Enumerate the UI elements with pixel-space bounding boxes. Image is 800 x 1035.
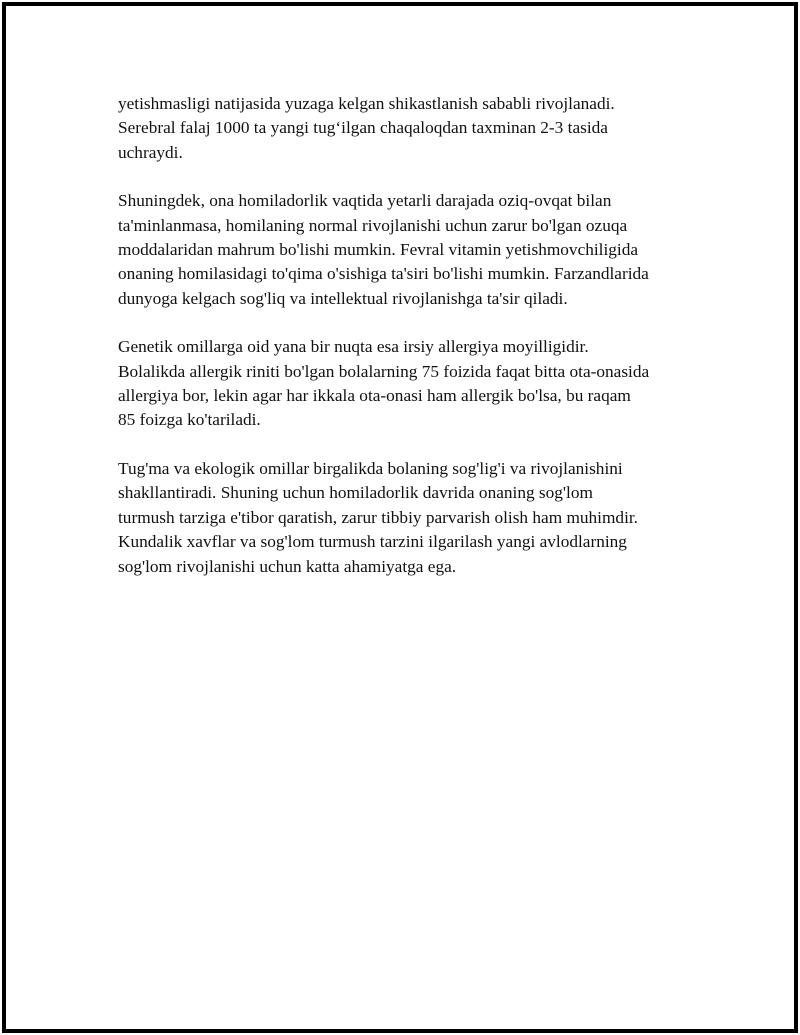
- paragraph-3: Genetik omillarga oid yana bir nuqta esa irsiy allergiya moyilligidir. Bolalikda allergik riniti bo'lgan bolalarning 75 foizida faqat bitta ota-onasida allergiya bor, lekin agar har ikkala ota-onasi ham allergik bo'lsa, bu raqam 85 foizga ko'tariladi.: [118, 337, 650, 430]
- paragraph-2: Shuningdek, ona homiladorlik vaqtida yetarli darajada oziq-ovqat bilan ta'minlanmasa, homilaning normal rivojlanishi uchun zarur bo'lgan ozuqa moddalaridan mahrum bo'lishi mumkin. Fevral vitamin yetishmovchiligida onaning homilasidagi to'qima o'sishiga ta'siri bo'lishi mumkin. Farzandlarida dunyoga kelgach sog'liq va intellektual rivojlanishga ta'sir qiladi.: [118, 191, 649, 308]
- paragraph-4: Tug'ma va ekologik omillar birgalikda bolaning sog'lig'i va rivojlanishini shakllantiradi. Shuning uchun homiladorlik davrida onaning sog'lom turmush tarziga e'tibor qaratish, zarur tibbiy parvarish olish ham muhimdir. Kundalik xavflar va sog'lom turmush tarzini ilgarilash yangi avlodlarning sog'lom rivojlanishi uchun katta ahamiyatga ega.: [118, 458, 638, 576]
- document-body: [118, 92, 698, 603]
- paragraph-1: yetishmasligi natijasida yuzaga kelgan shikastlanish sababli rivojlanadi. Serebral falaj 1000 ta yangi tug‘ilgan chaqaloqdan taxminan 2-3 tasida uchraydi.: [118, 94, 615, 162]
